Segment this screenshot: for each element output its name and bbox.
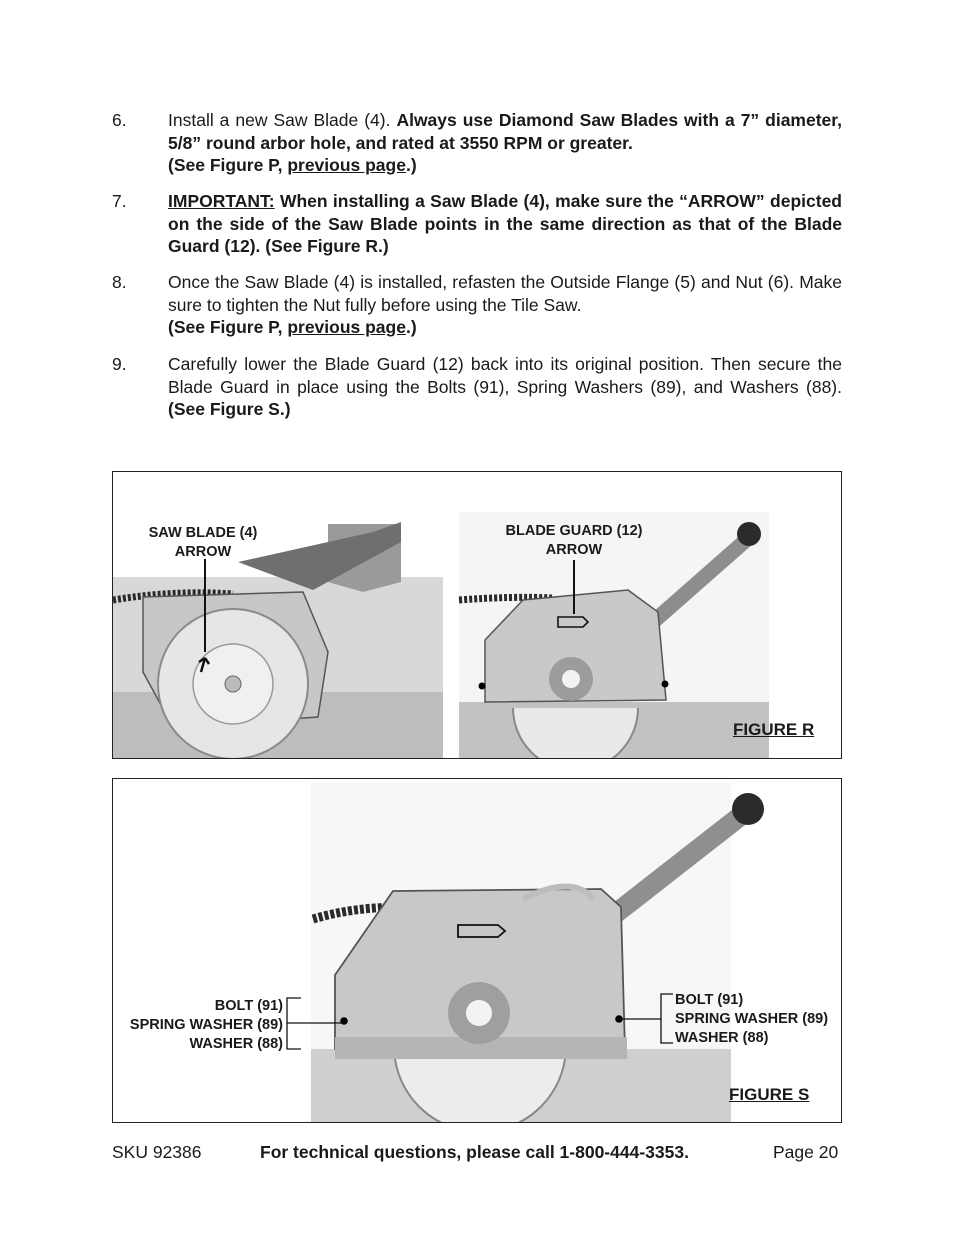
- step-text: Once the Saw Blade (4) is installed, refasten the Outside Flange (5) and Nut (6). Make sure to tighten the Nut fully before using the Tile Saw.: [168, 272, 842, 315]
- step-text: Carefully lower the Blade Guard (12) back into its original position. Then secure the Blade Guard in place using the Bolts (91), Spring Washers (89), and Washers (88).: [168, 354, 842, 397]
- figure-r: [112, 471, 842, 759]
- page-number: Page 20: [773, 1142, 839, 1162]
- step-8: 8. Once the Saw Blade (4) is installed, refasten the Outside Flange (5) and Nut (6). Make sure to tighten the Nut fully before using the Tile Saw. (See Figure P, previous page.): [112, 272, 842, 337]
- step-number: 7.: [112, 191, 127, 211]
- figure-reference: (See Figure P,: [168, 317, 288, 337]
- step-text: When installing a Saw Blade (4), make sure the “ARROW” depicted on the side of the Saw Blade points in the same direction as that of the Blade Guard (12). (See Figure R.): [168, 191, 842, 256]
- step-number: 8.: [112, 272, 127, 292]
- step-6: 6. Install a new Saw Blade (4). Always use Diamond Saw Blades with a 7” diameter, 5/8” round arbor hole, and rated at 3550 RPM or greater. (See Figure P, previous page.): [112, 110, 842, 175]
- step-9: [112, 353, 842, 421]
- step-warning: Always use Diamond Saw Blades with a 7” diameter, 5/8” round arbor hole, and rated at 3550 RPM or greater.: [168, 110, 842, 153]
- important-label: IMPORTANT:: [168, 191, 275, 211]
- figure-r-title: FIGURE R: [733, 720, 815, 739]
- blade-guard-arrow-label: BLADE GUARD (12) ARROW: [505, 523, 643, 558]
- previous-page-link[interactable]: previous page: [287, 155, 406, 175]
- step-number: 9.: [112, 354, 127, 374]
- figure-reference: (See Figure S.): [168, 399, 291, 419]
- step-7: [112, 190, 842, 258]
- figure-s-title: FIGURE S: [729, 1085, 810, 1104]
- figure-reference: (See Figure P,: [168, 155, 288, 175]
- figure-s: [112, 778, 842, 1123]
- figure-s-photo: [113, 779, 841, 1122]
- step-text: Install a new Saw Blade (4).: [168, 110, 397, 130]
- figure-r-photo: [113, 472, 841, 758]
- previous-page-link[interactable]: previous page: [287, 317, 406, 337]
- right-fasteners-label: BOLT (91) SPRING WASHER (89) WASHER (88): [675, 992, 829, 1046]
- saw-blade-arrow-label: SAW BLADE (4) ARROW: [148, 525, 258, 560]
- left-fasteners-label: BOLT (91) SPRING WASHER (89) WASHER (88): [129, 998, 283, 1052]
- step-number: 6.: [112, 110, 127, 130]
- technical-help-line: For technical questions, please call 1-800-444-3353.: [260, 1142, 689, 1162]
- sku-number: SKU 92386: [112, 1142, 202, 1162]
